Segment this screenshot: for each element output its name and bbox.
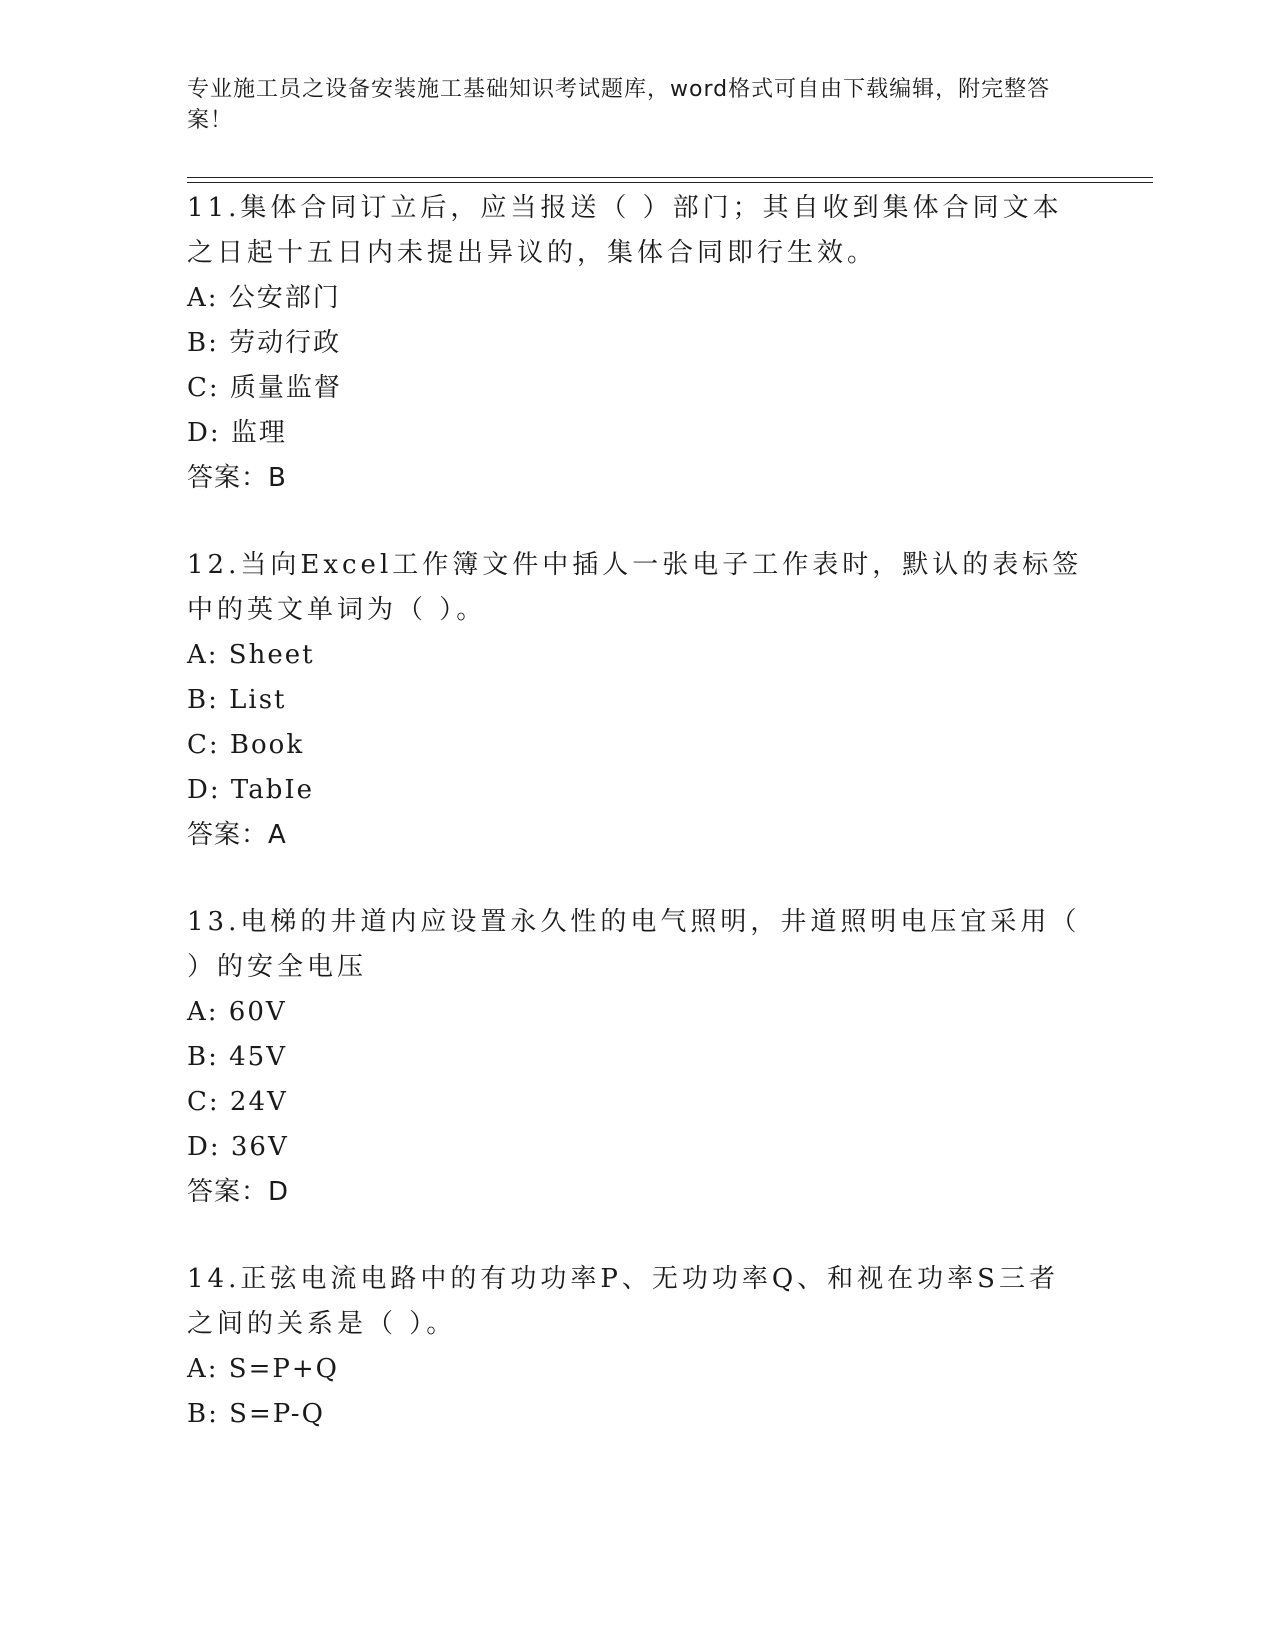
- question-11: [187, 186, 1087, 501]
- option-b: B: List: [187, 685, 287, 715]
- document-header: 专业施工员之设备安装施工基础知识考试题库，word格式可自由下载编辑，附完整答案！: [187, 77, 1051, 133]
- option-d: D: TabIe: [187, 775, 314, 805]
- question-list: [187, 186, 1087, 1479]
- option-b: B: 45V: [187, 1042, 287, 1072]
- header-divider-top: [187, 177, 1153, 178]
- option-c: C: 质量监督: [187, 373, 342, 403]
- option-a: A: Sheet: [187, 640, 315, 670]
- question-14: [187, 1257, 1087, 1437]
- option-d: D: 监理: [187, 418, 287, 448]
- question-stem: 12.当向Excel工作簿文件中插人一张电子工作表时，默认的表标签中的英文单词为（ ）。: [187, 550, 1083, 625]
- option-c: C: Book: [187, 730, 305, 760]
- header-divider-bottom: [187, 182, 1153, 183]
- option-a: A: S=P+Q: [187, 1354, 339, 1384]
- option-c: C: 24V: [187, 1087, 288, 1117]
- question-stem: 14.正弦电流电路中的有功功率P、无功功率Q、和视在功率S三者之间的关系是（ ）。: [187, 1264, 1059, 1339]
- option-d: D: 36V: [187, 1132, 289, 1162]
- option-b: B: 劳动行政: [187, 328, 342, 358]
- question-13: [187, 900, 1087, 1215]
- answer-line: 答案：A: [187, 820, 287, 850]
- option-b: B: S=P-Q: [187, 1399, 325, 1429]
- question-stem: 13.电梯的井道内应设置永久性的电气照明，井道照明电压宜采用（ ）的安全电压: [187, 907, 1081, 982]
- question-12: [187, 543, 1087, 858]
- option-a: A: 60V: [187, 997, 287, 1027]
- question-stem: 11.集体合同订立后，应当报送（ ）部门；其自收到集体合同文本之日起十五日内未提出异议的，集体合同即行生效。: [187, 193, 1063, 268]
- answer-line: 答案：D: [187, 1177, 290, 1207]
- option-a: A: 公安部门: [187, 283, 341, 313]
- answer-line: 答案：B: [187, 463, 287, 493]
